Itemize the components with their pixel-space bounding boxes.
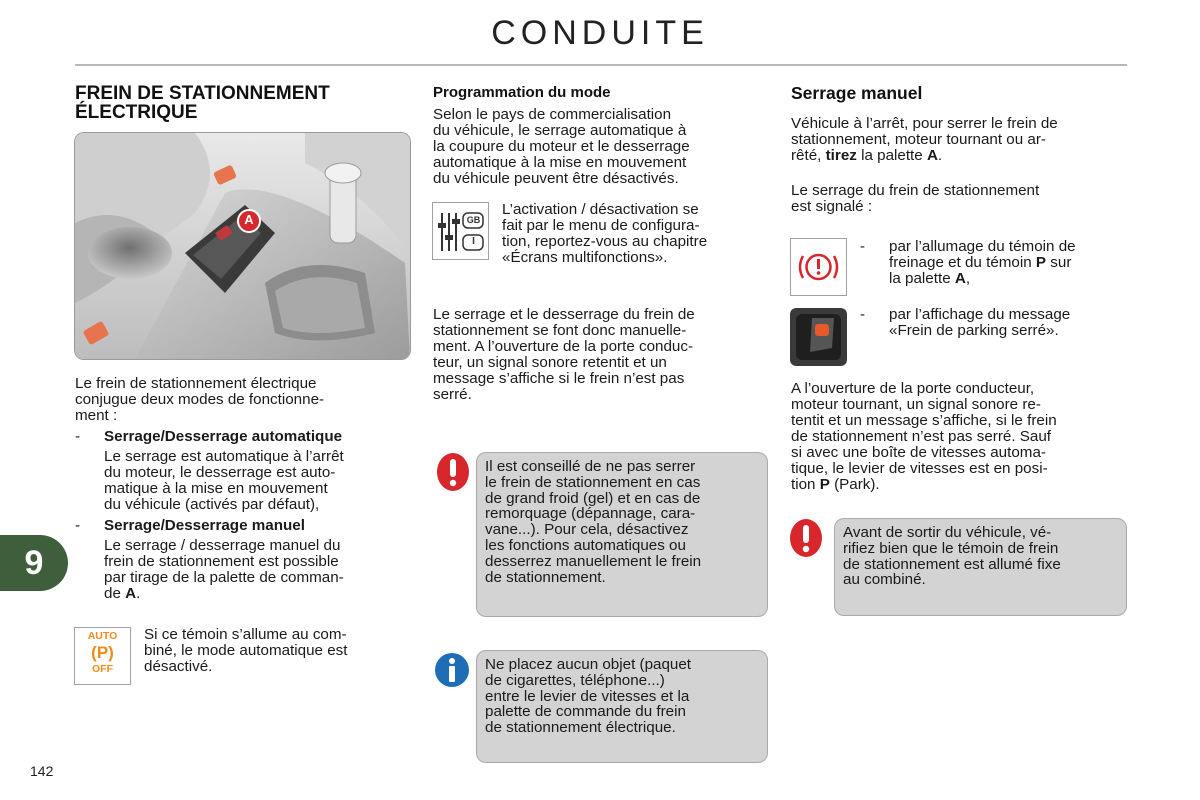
bullet2-text: par l’affichage du message «Frein de parking serré». bbox=[889, 306, 1071, 339]
section-title-frein-stationnement: FREIN DE STATIONNEMENT ÉLECTRIQUE bbox=[75, 83, 330, 123]
serrage-manuel-paragraph: Véhicule à l’arrêt, pour serrer le frein de stationnement, moteur tournant ou ar- rêté, tirez la palette A. bbox=[791, 115, 1058, 164]
auto-off-warning-icon: AUTO (P) OFF bbox=[74, 627, 131, 685]
auto-off-note: Si ce témoin s’allume au com- biné, le mode automatique est désactivé. bbox=[144, 626, 348, 675]
center-console-illustration bbox=[75, 133, 410, 359]
section-title-programmation: Programmation du mode bbox=[433, 84, 611, 101]
warning-exclamation-icon bbox=[789, 518, 823, 558]
parking-p-symbol: (P) bbox=[91, 643, 114, 662]
parking-brake-photo bbox=[74, 132, 411, 360]
warning-exclamation-icon bbox=[436, 452, 470, 492]
page-header-title: CONDUITE bbox=[491, 14, 709, 52]
mode2-dash: - bbox=[75, 517, 81, 534]
config-menu-paragraph: L’activation / désactivation se fait par le menu de configura- tion, reportez-vous au chapitre «Écrans multifonctions». bbox=[502, 201, 708, 266]
mode2-block: Serrage/Desserrage manuel Le serrage / desserrage manuel du frein de stationnement est possible par tirage de la palette de comman- de A. bbox=[104, 518, 408, 602]
section-title-serrage-manuel: Serrage manuel bbox=[791, 83, 923, 103]
info-box-no-objects: Ne placez aucun objet (paquet de cigarettes, téléphone...) entre le levier de vitesses et la palette de commande du frein de stationnement électrique. bbox=[476, 650, 768, 763]
mode1-dash: - bbox=[75, 428, 81, 445]
mode1-title: Serrage/Desserrage automatique bbox=[104, 428, 343, 445]
signalisation-paragraph: Le serrage du frein de stationnement est signalé : bbox=[791, 182, 1040, 215]
programmation-paragraph: Selon le pays de commercialisation du véhicule, le serrage automatique à la coupure du moteur et le desserrage automatique à la mise en mouvement du véhicule peuvent être désactivés. bbox=[433, 106, 690, 187]
warning-box-before-leaving: Avant de sortir du véhicule, vé- rifiez bien que le témoin de frein de stationnement est allumé fixe au combiné. bbox=[834, 518, 1127, 616]
bullet1-text: par l’allumage du témoin de freinage et du témoin P sur la palette A, bbox=[889, 238, 1076, 287]
label-a-marker: A bbox=[244, 212, 254, 227]
door-opening-paragraph: A l’ouverture de la porte conducteur, moteur tournant, un signal sonore re- tentit et un message s’affiche, si le frein de stationnement n’est pas serré. Sauf si avec une boîte de vitesses automa- tique, le levier de vitesses est en posi- tion P (Park). bbox=[791, 380, 1057, 493]
page-number: 142 bbox=[30, 763, 54, 779]
info-icon bbox=[434, 652, 470, 688]
header-divider bbox=[75, 64, 1127, 66]
config-menu-icon: GB I bbox=[432, 202, 489, 260]
bullet2-dash: - bbox=[860, 306, 866, 323]
bullet1-dash: - bbox=[860, 238, 866, 255]
warning-box-cold-weather: Il est conseillé de ne pas serrer le frein de stationnement en cas de grand froid (gel) et en cas de remorquage (dépannage, cara- vane...). Pour cela, désactivez les fonctions automatiques ou desserrez manuellement le frein de stationnement. bbox=[476, 452, 768, 617]
mode1-block: Serrage/Desserrage automatique Le serrage est automatique à l’arrêt du moteur, le desserrage est auto- matique à la mise en mouvement du véhicule (activés par défaut), bbox=[104, 429, 408, 513]
manual-mode-paragraph: Le serrage et le desserrage du frein de stationnement se font donc manuelle- ment. A l’ouverture de la porte conduc- teur, un signal sonore retentit et un message s’affiche si le frein n’est pas serré. bbox=[433, 306, 695, 403]
intro-paragraph: Le frein de stationnement électrique conjugue deux modes de fonctionne- ment : bbox=[75, 375, 325, 424]
mode2-title: Serrage/Desserrage manuel bbox=[104, 517, 305, 534]
brake-warning-light-icon bbox=[790, 238, 847, 296]
chapter-tab[interactable]: 9 bbox=[0, 535, 68, 591]
parking-message-display-icon bbox=[790, 308, 847, 366]
